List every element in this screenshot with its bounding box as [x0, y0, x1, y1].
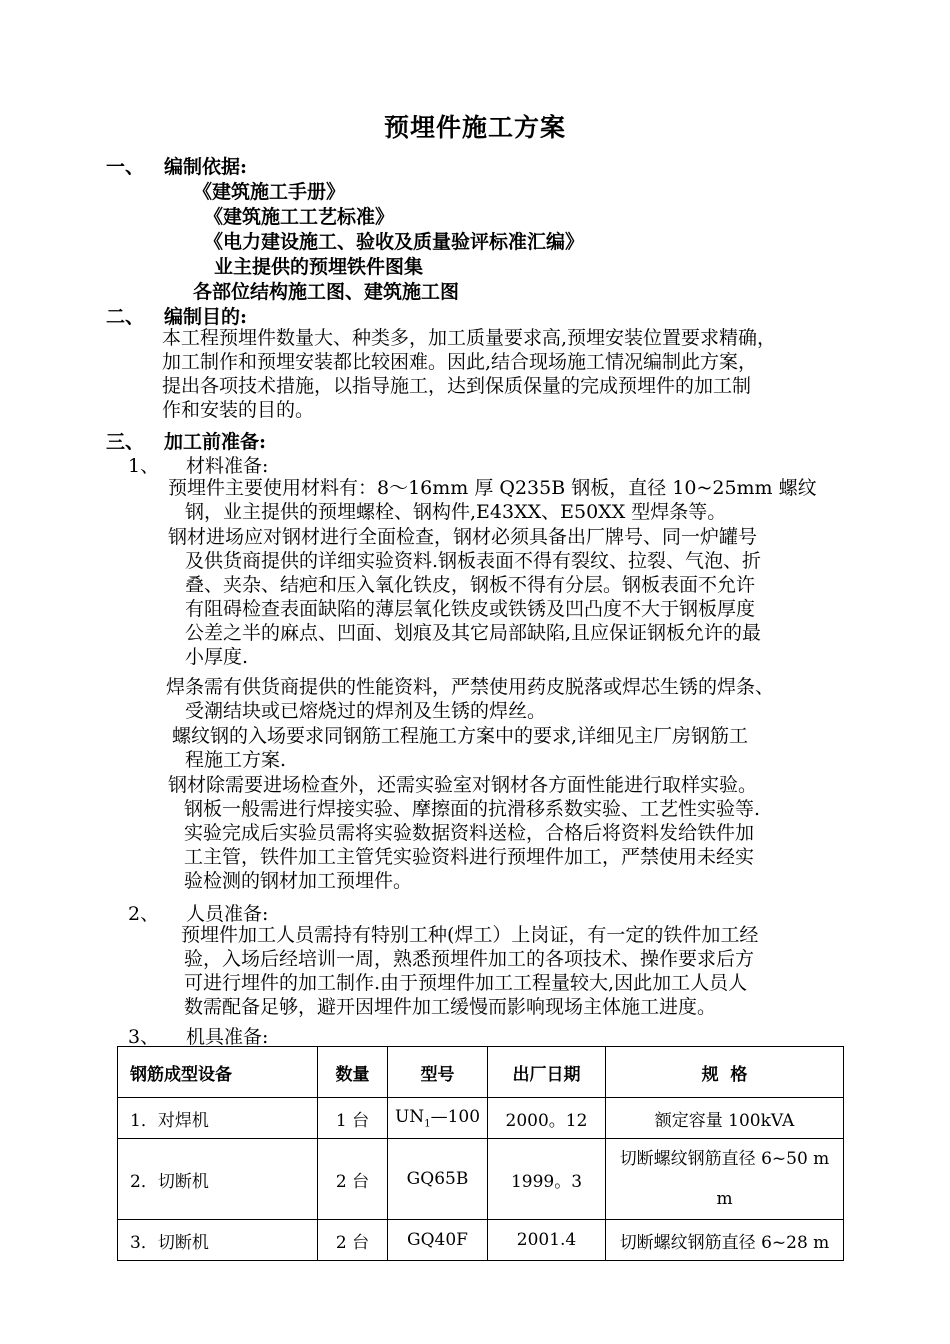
paragraph-line: 程施工方案.: [185, 749, 287, 771]
personnel-paragraph: [181, 923, 758, 1019]
paragraph-line: 提出各项技术措施，以指导施工，达到保质保量的完成预埋件的加工制: [162, 375, 752, 397]
table-row: [118, 1139, 844, 1220]
table-cell: 3．切断机: [118, 1220, 318, 1261]
paragraph-line: 本工程预埋件数量大、种类多，加工质量要求高,预埋安装位置要求精确，: [162, 327, 777, 349]
table-cell: 2 台: [318, 1139, 388, 1220]
paragraph-line: 验，入场后经培训一周，熟悉预埋件加工的各项技术、操作要求后方: [184, 948, 755, 970]
paragraph-line: 受潮结块或已熔烧过的焊剂及生锈的焊丝。: [185, 700, 547, 722]
subsection-title: 材料准备:: [186, 455, 269, 477]
paragraph-line: 小厚度.: [185, 646, 249, 668]
table-row: [118, 1220, 844, 1261]
section-1-heading: [106, 152, 247, 179]
materials-paragraph-5: [168, 773, 760, 893]
column-header: 型号: [388, 1047, 488, 1098]
reference-item: 业主提供的预埋铁件图集: [214, 256, 424, 278]
paragraph-line: 预埋件主要使用材料有：8～16mm 厚 Q235B 钢板，直径 10~25mm 螺纹: [168, 477, 817, 499]
table-header-row: [118, 1047, 844, 1098]
paragraph-line: 公差之半的麻点、凹面、划痕及其它局部缺陷,且应保证钢板允许的最: [185, 622, 762, 644]
column-header: 出厂日期: [488, 1047, 606, 1098]
column-header: 数量: [318, 1047, 388, 1098]
equipment-table: [117, 1046, 844, 1261]
purpose-paragraph: [162, 326, 776, 422]
spec-line: m: [716, 1189, 733, 1209]
reference-item: 《建筑施工工艺标准》: [204, 206, 395, 228]
subsection-number: 2、: [128, 903, 160, 925]
paragraph-line: 实验完成后实验员需将实验数据资料送检，合格后将资料发给铁件加: [184, 822, 755, 844]
paragraph-line: 钢板一般需进行焊接实验、摩擦面的抗滑移系数实验、工艺性实验等.: [184, 798, 761, 820]
paragraph-line: 叠、夹杂、结疤和压入氧化铁皮，钢板不得有分层。钢板表面不允许: [185, 574, 756, 596]
table-cell: [606, 1139, 844, 1220]
reference-item: 《电力建设施工、验收及质量验评标准汇编》: [204, 231, 585, 253]
subsection-number: 1、: [128, 455, 160, 477]
materials-paragraph-2: [168, 525, 761, 669]
section-number: 一、: [106, 156, 145, 178]
table-row: [118, 1098, 844, 1139]
model-text: —100: [430, 1106, 481, 1127]
section-title: 编制目的:: [164, 306, 248, 328]
paragraph-line: 预埋件加工人员需持有特别工种(焊工）上岗证，有一定的铁件加工经: [181, 924, 759, 946]
subsection-title: 人员准备:: [186, 903, 269, 925]
paragraph-line: 钢材除需要进场检查外，还需实验室对钢材各方面性能进行取样实验。: [168, 774, 758, 796]
section-2-heading: [106, 302, 247, 329]
paragraph-line: 数需配备足够，避开因埋件加工缓慢而影响现场主体施工进度。: [184, 996, 717, 1018]
table-cell: 1999。3: [488, 1139, 606, 1220]
table-cell: 2001.4: [488, 1220, 606, 1261]
spec-line: 切断螺纹钢筋直径 6~50 m: [619, 1149, 830, 1169]
paragraph-line: 螺纹钢的入场要求同钢筋工程施工方案中的要求,详细见主厂房钢筋工: [172, 725, 749, 747]
table-cell: 1 台: [318, 1098, 388, 1139]
column-header: [606, 1047, 844, 1098]
materials-paragraph-4: [172, 724, 748, 772]
model-text: UN: [394, 1106, 425, 1127]
section-title: 编制依据:: [164, 156, 248, 178]
paragraph-line: 及供货商提供的详细实验资料.钢板表面不得有裂纹、拉裂、气泡、折: [185, 550, 762, 572]
paragraph-line: 验检测的钢材加工预埋件。: [184, 870, 413, 892]
paragraph-line: 加工制作和预埋安装都比较困难。因此,结合现场施工情况编制此方案，: [162, 351, 758, 373]
column-header: 钢筋成型设备: [118, 1047, 318, 1098]
paragraph-line: 作和安装的目的。: [162, 399, 315, 421]
materials-paragraph-1: [168, 476, 817, 524]
section-3-heading: [106, 427, 266, 454]
table-cell: 额定容量 100kVA: [606, 1098, 844, 1139]
table-cell: [388, 1098, 488, 1139]
subsection-2-heading: [128, 899, 268, 926]
table-cell: 切断螺纹钢筋直径 6~28 m: [606, 1220, 844, 1261]
page-title: 预埋件施工方案: [383, 113, 566, 142]
model-subscript: 1: [424, 1118, 431, 1130]
paragraph-line: 可进行埋件的加工制作.由于预埋件加工工程量较大,因此加工人员人: [184, 972, 748, 994]
paragraph-line: 焊条需有供货商提供的性能资料，严禁使用药皮脱落或焊芯生锈的焊条、: [166, 676, 775, 698]
reference-item: 各部位结构施工图、建筑施工图: [193, 281, 460, 303]
paragraph-line: 有阻碍检查表面缺陷的薄层氧化铁皮或铁锈及凹凸度不大于钢板厚度: [185, 598, 756, 620]
subsection-3-heading: [128, 1022, 268, 1049]
materials-paragraph-3: [166, 675, 774, 723]
section-number: 二、: [106, 306, 145, 328]
section-title: 加工前准备:: [164, 431, 267, 453]
section-number: 三、: [106, 431, 145, 453]
reference-item: 《建筑施工手册》: [193, 181, 346, 203]
table-cell: GQ40F: [388, 1220, 488, 1261]
table-cell: 2 台: [318, 1220, 388, 1261]
paragraph-line: 工主管，铁件加工主管凭实验资料进行预埋件加工，严禁使用未经实: [184, 846, 755, 868]
table-cell: GQ65B: [388, 1139, 488, 1220]
subsection-number: 3、: [128, 1026, 160, 1048]
table-cell: 2000。12: [488, 1098, 606, 1139]
table-cell: 2．切断机: [118, 1139, 318, 1220]
subsection-title: 机具准备:: [186, 1026, 269, 1048]
paragraph-line: 钢，业主提供的预埋螺栓、钢构件,E43XX、E50XX 型焊条等。: [185, 501, 727, 523]
subsection-1-heading: [128, 451, 268, 478]
header-text: 规 格: [701, 1064, 748, 1085]
paragraph-line: 钢材进场应对钢材进行全面检查，钢材必须具备出厂牌号、同一炉罐号: [168, 526, 758, 548]
table-cell: 1．对焊机: [118, 1098, 318, 1139]
